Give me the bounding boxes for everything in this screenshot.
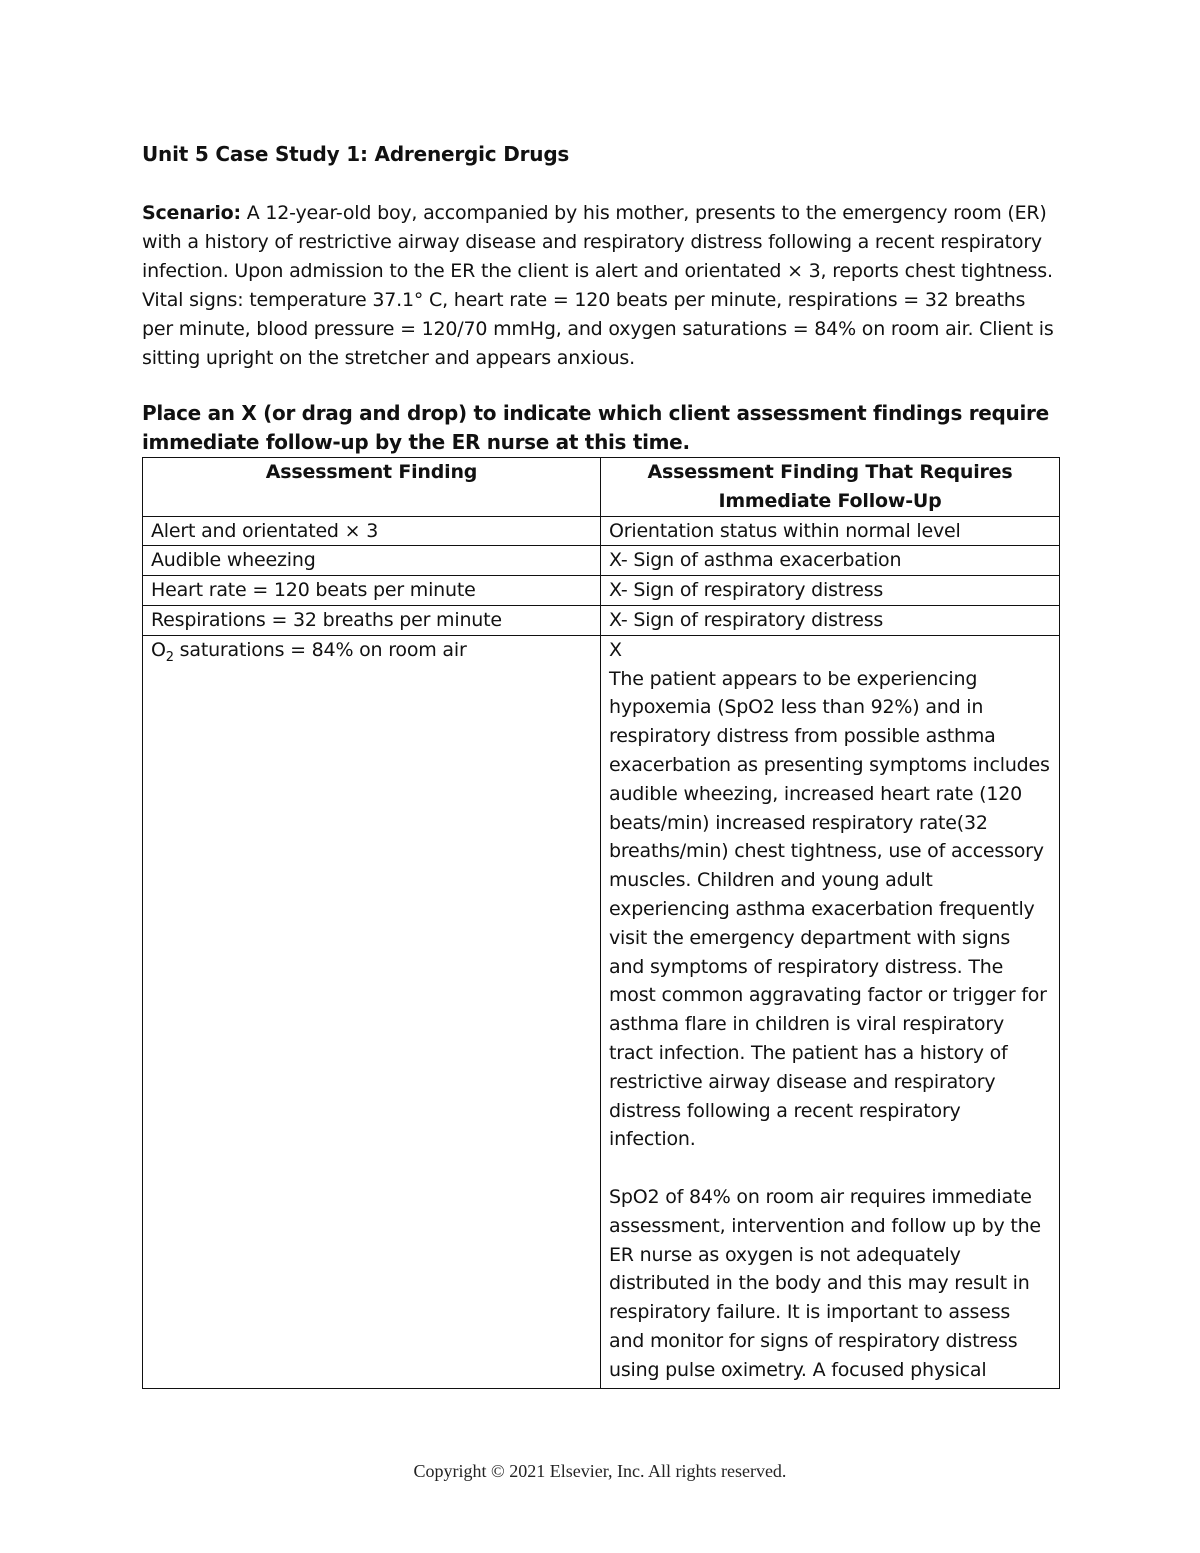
followup-cell[interactable]: X- Sign of asthma exacerbation: [601, 546, 1060, 576]
page-title: Unit 5 Case Study 1: Adrenergic Drugs: [142, 142, 570, 166]
scenario-label: Scenario:: [142, 202, 241, 224]
o2-suffix: saturations = 84% on room air: [173, 638, 467, 661]
header-assessment-finding: Assessment Finding: [143, 458, 601, 517]
instruction-text: Place an X (or drag and drop) to indicate which client assessment findings require immediate follow-up by the ER nurse at this time.: [142, 401, 1049, 454]
followup-cell[interactable]: [601, 635, 1060, 1388]
table-header-row: [143, 458, 1060, 517]
followup-cell[interactable]: X- Sign of respiratory distress: [601, 605, 1060, 635]
table-row: [143, 635, 1060, 1388]
followup-cell[interactable]: Orientation status within normal level: [601, 516, 1060, 546]
table-row: [143, 546, 1060, 576]
table-row: [143, 516, 1060, 546]
followup-cell[interactable]: X- Sign of respiratory distress: [601, 576, 1060, 606]
table-row: [143, 576, 1060, 606]
followup-mark: X: [609, 638, 622, 661]
paragraph-gap: [609, 1154, 1051, 1183]
scenario-text: A 12-year-old boy, accompanied by his mother, presents to the emergency room (ER) with a history of restrictive airway disease and respiratory distress following a recent respiratory infection. Upon admission to the ER the client is alert and orientated × 3, reports chest tightness. Vital signs: temperature 37.1° C, heart rate = 120 beats per minute, respirations = 32 breaths per minute, blood pressure = 120/70 mmHg, and oxygen saturations = 84% on room air. Client is sitting upright on the stretcher and appears anxious.: [142, 202, 1054, 369]
finding-cell: Heart rate = 120 beats per minute: [143, 576, 601, 606]
header-followup: Assessment Finding That Requires Immediate Follow-Up: [601, 458, 1060, 517]
followup-explanation: SpO2 of 84% on room air requires immediate assessment, intervention and follow up by the ER nurse as oxygen is not adequately distributed in the body and this may result in respiratory failure. It is important to assess and monitor for signs of respiratory distress using pulse oximetry. A focused physical: [609, 1185, 1041, 1381]
o2-prefix: O: [151, 638, 166, 661]
scenario-paragraph: [142, 199, 1062, 373]
finding-cell: [143, 635, 601, 1388]
o2-subscript: 2: [165, 649, 174, 665]
finding-cell: Respirations = 32 breaths per minute: [143, 605, 601, 635]
assessment-table: [142, 457, 1060, 1389]
finding-cell: Alert and orientated × 3: [143, 516, 601, 546]
finding-cell: Audible wheezing: [143, 546, 601, 576]
followup-explanation: The patient appears to be experiencing hypoxemia (SpO2 less than 92%) and in respiratory distress from possible asthma exacerbation as presenting symptoms includes audible wheezing, increased heart rate (120 beats/min) increased respiratory rate(32 breaths/min) chest tightness, use of accessory muscles. Children and young adult experiencing asthma exacerbation frequently visit the emergency department with signs and symptoms of respiratory distress. The most common aggravating factor or trigger for asthma flare in children is viral respiratory tract infection. The patient has a history of restrictive airway disease and respiratory distress following a recent respiratory infection.: [609, 667, 1050, 1151]
table-row: [143, 605, 1060, 635]
copyright-footer: Copyright © 2021 Elsevier, Inc. All rights reserved.: [413, 1461, 787, 1481]
